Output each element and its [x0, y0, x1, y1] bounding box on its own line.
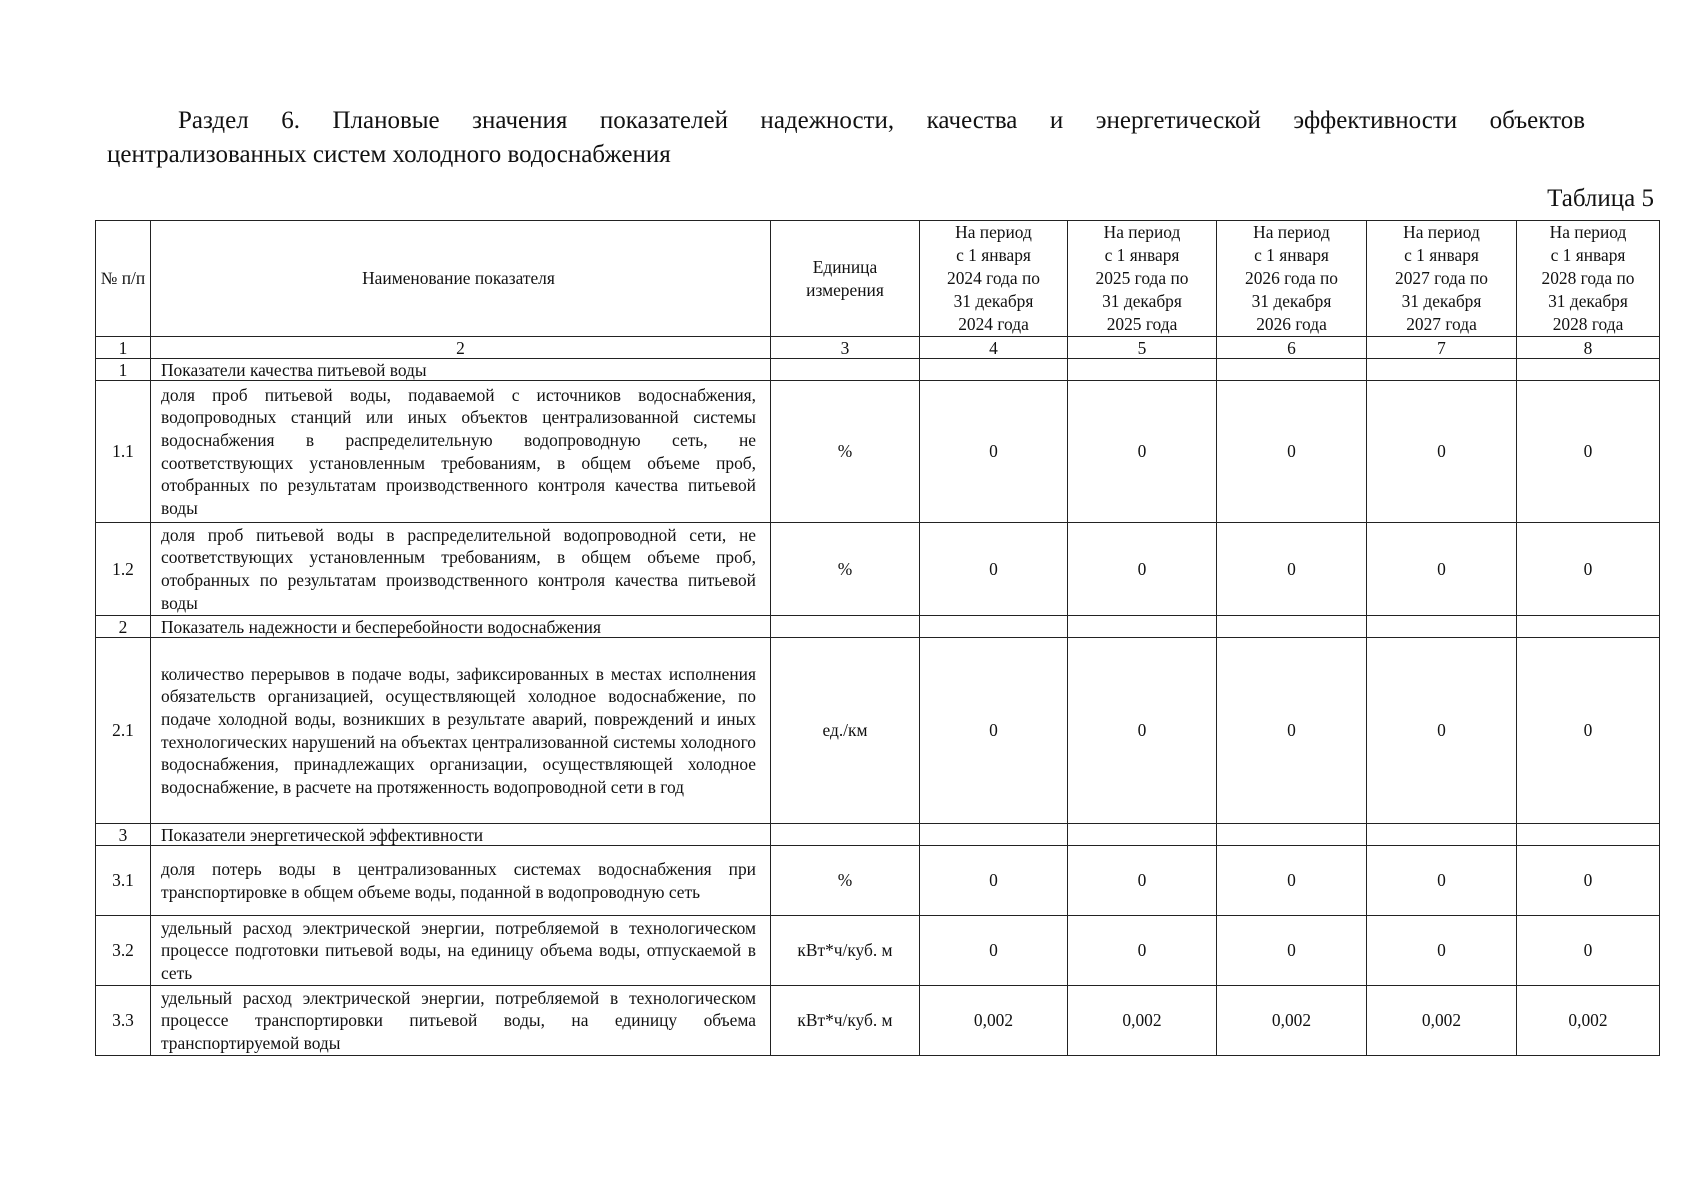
row-value-2026 — [1217, 359, 1367, 381]
table-header-row — [96, 221, 1660, 337]
row-num: 3.1 — [96, 846, 151, 916]
table-caption: Таблица 5 — [1547, 185, 1654, 212]
header-period-2027: На период с 1 января 2027 года по 31 декабря 2027 года — [1367, 221, 1517, 337]
table-row-3-2 — [96, 916, 1660, 986]
column-number: 4 — [920, 337, 1068, 359]
row-value-2026: 0 — [1217, 846, 1367, 916]
row-value-2026: 0 — [1217, 381, 1367, 523]
table-row-section-2 — [96, 616, 1660, 638]
row-unit: кВт*ч/куб. м — [771, 916, 920, 986]
row-value-2025 — [1068, 824, 1217, 846]
table-row-section-3 — [96, 824, 1660, 846]
row-value-2027: 0 — [1367, 381, 1517, 523]
row-value-2024 — [920, 616, 1068, 638]
row-value-2027: 0 — [1367, 916, 1517, 986]
row-value-2026: 0 — [1217, 916, 1367, 986]
row-value-2025: 0 — [1068, 381, 1217, 523]
column-number: 1 — [96, 337, 151, 359]
column-number: 3 — [771, 337, 920, 359]
row-value-2024 — [920, 359, 1068, 381]
row-value-2026 — [1217, 616, 1367, 638]
row-unit — [771, 824, 920, 846]
row-value-2024 — [920, 824, 1068, 846]
row-value-2027: 0 — [1367, 846, 1517, 916]
row-unit: % — [771, 523, 920, 616]
row-name: количество перерывов в подаче воды, зафиксированных в местах исполнения обязательств организацией, осуществляющей холодное водоснабжение, по подаче холодной воды, возникших в результате аварий, повреждений и иных технологических нарушений на объектах централизованной системы холодного водоснабжения, принадлежащих организации, осуществляющей холодное водоснабжение, в расчете на протяженность водопроводной сети в год — [151, 638, 771, 824]
row-value-2024: 0 — [920, 638, 1068, 824]
row-name: удельный расход электрической энергии, потребляемой в технологическом процессе подготовки питьевой воды, на единицу объема воды, отпускаемой в сеть — [151, 916, 771, 986]
row-value-2028: 0 — [1517, 381, 1660, 523]
table-row-section-1 — [96, 359, 1660, 381]
row-value-2025: 0 — [1068, 846, 1217, 916]
section-heading — [107, 104, 1585, 172]
row-num: 2.1 — [96, 638, 151, 824]
row-value-2024: 0 — [920, 846, 1068, 916]
table-row-3-1 — [96, 846, 1660, 916]
header-period-2028: На период с 1 января 2028 года по 31 декабря 2028 года — [1517, 221, 1660, 337]
table-row-2-1 — [96, 638, 1660, 824]
table-row-1-2 — [96, 523, 1660, 616]
column-number: 6 — [1217, 337, 1367, 359]
row-value-2028 — [1517, 359, 1660, 381]
row-value-2025: 0,002 — [1068, 986, 1217, 1056]
column-number-row — [96, 337, 1660, 359]
row-num: 2 — [96, 616, 151, 638]
row-value-2027: 0 — [1367, 523, 1517, 616]
header-period-2024: На период с 1 января 2024 года по 31 декабря 2024 года — [920, 221, 1068, 337]
column-number: 5 — [1068, 337, 1217, 359]
row-unit: кВт*ч/куб. м — [771, 986, 920, 1056]
row-value-2025: 0 — [1068, 523, 1217, 616]
row-name: Показатели энергетической эффективности — [151, 824, 771, 846]
row-value-2025: 0 — [1068, 638, 1217, 824]
section-heading-line-2: централизованных систем холодного водоснабжения — [107, 141, 671, 168]
row-num: 3.2 — [96, 916, 151, 986]
row-num: 1.1 — [96, 381, 151, 523]
column-number: 8 — [1517, 337, 1660, 359]
row-value-2028: 0 — [1517, 846, 1660, 916]
header-unit: Единица измерения — [771, 221, 920, 337]
row-value-2027: 0 — [1367, 638, 1517, 824]
row-unit — [771, 616, 920, 638]
row-unit: % — [771, 381, 920, 523]
table-row-1-1 — [96, 381, 1660, 523]
row-value-2027 — [1367, 824, 1517, 846]
row-name: удельный расход электрической энергии, потребляемой в технологическом процессе транспортировки питьевой воды, на единицу объема транспортируемой воды — [151, 986, 771, 1056]
row-num: 1 — [96, 359, 151, 381]
row-value-2028: 0,002 — [1517, 986, 1660, 1056]
row-name: доля потерь воды в централизованных системах водоснабжения при транспортировке в общем объеме воды, поданной в водопроводную сеть — [151, 846, 771, 916]
row-value-2025 — [1068, 359, 1217, 381]
row-value-2024: 0 — [920, 381, 1068, 523]
row-unit — [771, 359, 920, 381]
row-num: 1.2 — [96, 523, 151, 616]
header-name: Наименование показателя — [151, 221, 771, 337]
indicators-table — [95, 220, 1660, 1056]
row-value-2028 — [1517, 824, 1660, 846]
row-value-2026: 0,002 — [1217, 986, 1367, 1056]
row-value-2028: 0 — [1517, 523, 1660, 616]
row-value-2026 — [1217, 824, 1367, 846]
column-number: 7 — [1367, 337, 1517, 359]
row-name: Показатели качества питьевой воды — [151, 359, 771, 381]
header-num: № п/п — [96, 221, 151, 337]
header-period-2025: На период с 1 января 2025 года по 31 декабря 2025 года — [1068, 221, 1217, 337]
column-number: 2 — [151, 337, 771, 359]
header-period-2026: На период с 1 января 2026 года по 31 декабря 2026 года — [1217, 221, 1367, 337]
row-name: доля проб питьевой воды, подаваемой с источников водоснабжения, водопроводных станций или иных объектов централизованной системы водоснабжения в распределительную водопроводную сеть, не соответствующих установленным требованиям, в общем объеме проб, отобранных по результатам производственного контроля качества питьевой воды — [151, 381, 771, 523]
row-num: 3.3 — [96, 986, 151, 1056]
row-value-2024: 0 — [920, 523, 1068, 616]
row-unit: % — [771, 846, 920, 916]
row-value-2025 — [1068, 616, 1217, 638]
row-value-2025: 0 — [1068, 916, 1217, 986]
row-value-2027 — [1367, 616, 1517, 638]
section-heading-line-1: Раздел 6. Плановые значения показателей надежности, качества и энергетической эффективности объектов — [178, 107, 1585, 134]
row-name: Показатель надежности и бесперебойности водоснабжения — [151, 616, 771, 638]
row-num: 3 — [96, 824, 151, 846]
row-value-2028: 0 — [1517, 916, 1660, 986]
row-value-2028: 0 — [1517, 638, 1660, 824]
row-value-2024: 0,002 — [920, 986, 1068, 1056]
row-value-2027 — [1367, 359, 1517, 381]
row-value-2027: 0,002 — [1367, 986, 1517, 1056]
row-value-2028 — [1517, 616, 1660, 638]
table-row-3-3 — [96, 986, 1660, 1056]
row-value-2024: 0 — [920, 916, 1068, 986]
row-value-2026: 0 — [1217, 523, 1367, 616]
row-name: доля проб питьевой воды в распределительной водопроводной сети, не соответствующих установленным требованиям, в общем объеме проб, отобранных по результатам производственного контроля качества питьевой воды — [151, 523, 771, 616]
row-value-2026: 0 — [1217, 638, 1367, 824]
row-unit: ед./км — [771, 638, 920, 824]
